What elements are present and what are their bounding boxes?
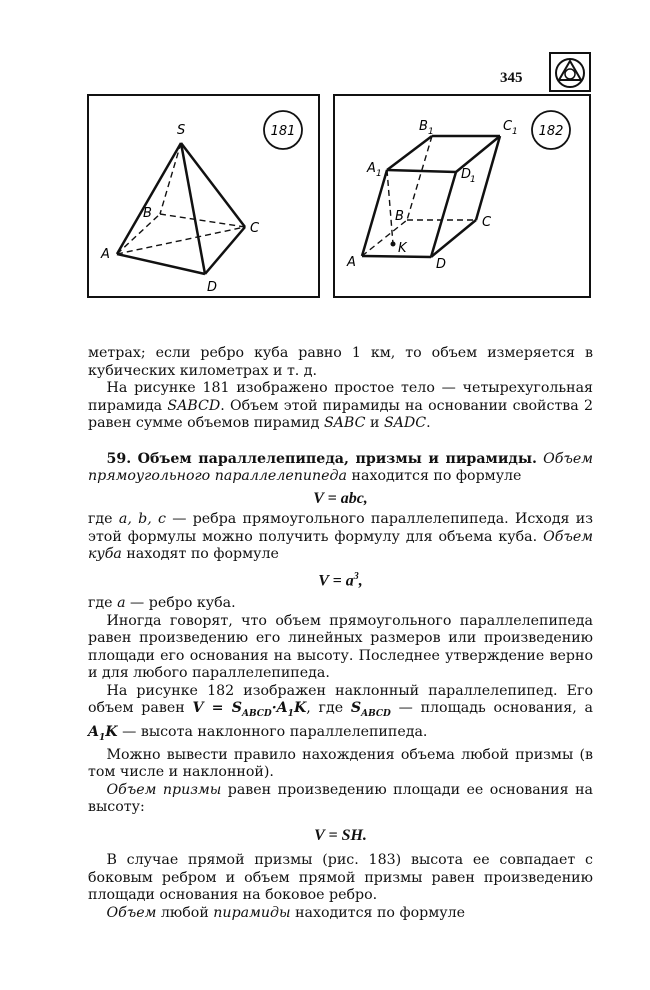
label-A: A (101, 247, 110, 262)
label-A1: A (367, 161, 376, 176)
chapter-logo-icon (549, 52, 591, 92)
figure-181-number: 181 (270, 124, 296, 139)
label-B: B (395, 209, 404, 224)
paragraph-6: Иногда говорят, что объем прямоугольного параллелепипеда равен произведению его линейных размеров или произведению площади его основания на высоту. Последнее утверждение верно и для любого параллелепипеда. (88, 612, 593, 682)
label-A1-sub: 1 (376, 169, 382, 179)
label-C1: C (503, 119, 513, 134)
figure-182-number: 182 (538, 124, 564, 139)
label-D1: D (461, 167, 472, 182)
formula-cube: $V = a^3$, (318, 570, 363, 589)
formula-cuboid: V = abc, (313, 489, 368, 507)
label-B1-sub: 1 (428, 127, 434, 137)
paragraph-section-59: 59. Объем параллелепипеда, призмы и пирамиды. Объем прямоугольного параллелепипеда находится по формуле (88, 450, 593, 484)
label-C1-sub: 1 (512, 127, 518, 137)
label-D1-sub: 1 (470, 175, 476, 185)
paragraph-11: Объем любой пирамиды находится по формуле (106, 904, 466, 921)
paragraph-9: Объем призмы равен произведению площади ее основания на высоту: (88, 781, 594, 816)
paragraph-7: На рисунке 182 изображен наклонный параллелепипед. Его объем равен $V = S_{ABCD}\cdot A_1K$, где $S_{ABCD}$ — площадь основания, а $A_1K$ — высота наклонного параллелепипеда. (88, 682, 593, 743)
label-K: K (398, 241, 407, 256)
figure-181-pyramid (87, 94, 320, 298)
label-C: C (482, 215, 492, 230)
paragraph-8: Можно вывести правило нахождения объема любой призмы (в том числе и наклонной). (88, 746, 593, 781)
section-heading: 59. Объем параллелепипеда, призмы и пирамиды. (106, 450, 537, 467)
paragraph-2: На рисунке 181 изображено простое тело — четырехугольная пирамида SABCD. Объем этой пирамиды на основании свойства 2 равен сумме объемов пирамид SABC и SADC. (88, 380, 593, 431)
page-number: 345 (500, 70, 523, 86)
figure-182-parallelepiped (333, 94, 591, 298)
paragraph-4: где a, b, c — ребра прямоугольного параллелепипеда. Исходя из этой формулы можно получить формулу для объема куба. Объем куба находят по формуле (88, 511, 593, 562)
formula-prism: V = SH. (314, 826, 367, 844)
label-D: D (436, 257, 447, 272)
label-D: D (207, 280, 218, 295)
label-A: A (347, 255, 356, 270)
label-S: S (177, 123, 186, 138)
label-B: B (143, 206, 152, 221)
label-B1: B (419, 119, 428, 134)
paragraph-5: где a — ребро куба. (88, 595, 236, 612)
body-text (88, 345, 593, 922)
paragraph-10: В случае прямой призмы (рис. 183) высота ее совпадает с боковым ребром и объем прямой призмы равен произведению площади основания на боковое ребро. (88, 852, 593, 904)
label-C: C (250, 221, 260, 236)
paragraph-1: метрах; если ребро куба равно 1 км, то объем измеряется в кубических километрах и т. д. (88, 345, 593, 379)
